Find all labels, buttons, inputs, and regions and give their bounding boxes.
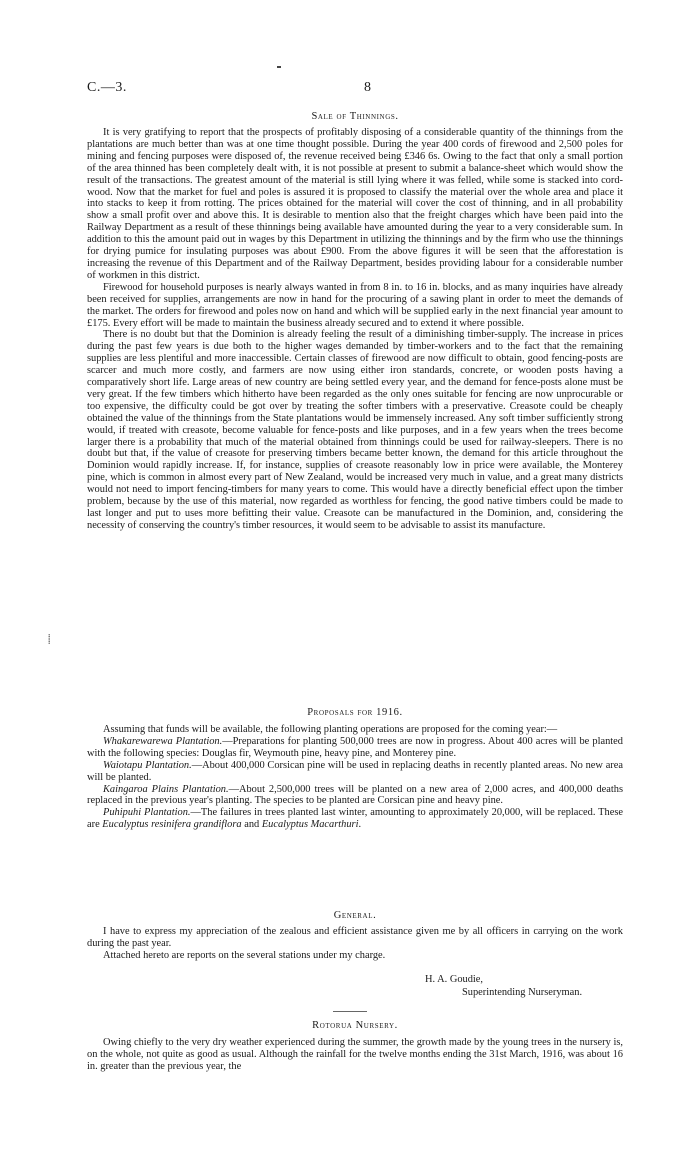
signature-name: H. A. Goudie,	[425, 974, 484, 985]
plantation-item: Puhipuhi Plantation.—The failures in trees planted last winter, amounting to approximately 20,000, will be replaced. These are Eucalyptus resinifera grandiflora and Eucalyptus Macarthuri.	[87, 807, 623, 831]
plantation-name: Whakarewarewa Plantation.	[103, 735, 223, 747]
general-body	[87, 926, 623, 962]
section-heading-rotorua-nursery: Rotorua Nursery.	[312, 1020, 398, 1031]
paragraph: I have to express my appreciation of the zealous and efficient assistance given me by all officers in carrying on the work during the past year.	[87, 926, 623, 949]
plantation-item: Kaingaroa Plains Plantation.—About 2,500,000 trees will be planted on a new area of 2,000 acres, and 400,000 deaths replaced in the previous year's planting. The species to be planted are Corsican pine and heavy pine.	[87, 783, 623, 807]
proposals-body	[87, 724, 623, 831]
signature-title: Superintending Nurseryman.	[462, 987, 583, 998]
paragraph: Owing chiefly to the very dry weather experienced during the summer, the growth made by the young trees in the nursery is, on the whole, not quite as good as usual. Although the rainfall for the twelve months ending the 31st March, 1916, was about 16 in. greater than the previous year, the	[87, 1037, 623, 1072]
plantation-item: Whakarewarewa Plantation.—Preparations for planting 500,000 trees are now in progress. About 400 acres will be planted with the following species: Douglas fir, Weymouth pine, heavy pine, and Monterey pine.	[87, 735, 623, 759]
paragraph: It is very gratifying to report that the prospects of profitably disposing of a considerable quantity of the thinnings from the plantations are much better than was at one time thought possible. During the year 400 cords of firewood and 2,500 poles for mining and fencing purposes were disposed of, the revenue received being £346 6s. Owing to the fact that only a small portion of the area thinned has been completely dealt with, it is not possible at present to submit a balance-sheet which would show the result of the transactions. The greatest amount of the material is still lying where it was felled, while some is stacked into cord-wood. Now that the market for fuel and poles is assured it is proposed to classify the material over the whole area and place it into stacks to keep it from rotting. The prices obtained for the material will cover the cost of thinning, and in all probability show a small profit over and above this. It is desirable to mention also that the freight charges which have been paid into the Railway Department as a result of these thinnings being available have amounted during the year to a very considerable sum. In addition to this the amount paid out in wages by this Department in utilizing the thinnings and by the firm who use the thinnings for drying pumice for insulating purposes was about £900. From the above figures it will be seen that the afforestation is increasing the revenue of this Department and of the Railway Department, besides providing labour for a considerable number of workmen in this district.	[87, 127, 623, 281]
plantation-name: Kaingaroa Plains Plantation.	[103, 783, 229, 795]
paragraph: Assuming that funds will be available, the following planting operations are proposed for the coming year:—	[103, 724, 558, 735]
paragraph: Firewood for household purposes is nearly always wanted in from 8 in. to 16 in. blocks, and as many inquiries have already been received for supplies, arrangements are now in hand for the procuring of a sawing plant in order to meet the demands of the market. The orders for firewood and poles now on hand and which will be supplied early in the next financial year amount to £175. Every effort will be made to maintain the business already secured and to extend it where possible.	[87, 281, 623, 329]
document-reference: C.—3.	[87, 80, 127, 95]
sale-of-thinnings-body	[87, 127, 623, 532]
paragraph: There is no doubt but that the Dominion is already feeling the result of a diminishing timber-supply. The increase in prices during the past few years is due both to the higher wages demanded by timber-workers and to the fact that the remaining supplies are less plentiful and more inaccessible. Certain classes of firewood are now difficult to obtain, good fencing-posts are scarcer and much more costly, and farmers are now using either iron standards, concrete, or wooden posts having a comparatively short life. Large areas of new country are being settled every year, and the demand for fence-posts alone must be very great. If the few timbers which hitherto have been regarded as the only ones suitable for fencing are now unprocurable or too expensive, the difficulty could be got over by treating the softer timbers with a preservative. Creasote could be cheaply obtained the value of the thinnings from the State plantations would be immensely increased. Any soft timber sufficiently strong would, if treated with creasote, become valuable for fence-posts and like purposes, and in a few years when the trees become larger there is a probability that much of the material obtained from thinnings could be used for railway-sleepers. There is no doubt but that, if the value of creasote for preserving timbers became better known, the demand for this article throughout the Dominion would rapidly increase. If, for instance, supplies of creasote reasonably low in price were available, the Monterey pine, which is common in almost every part of New Zealand, would be increased very much in value, and a great many districts would not need to import fencing-timbers for many years to come. This would have a directly beneficial effect upon the timber problem, because by the use of this material, now regarded as worthless for fencing, the good native timbers could be made to last longer and put to uses more befitting their value. Creasote can be manufactured in the Dominion, and, considering the necessity of conserving the country's timber resources, it would seem to be advisable to assist its manufacture.	[87, 329, 623, 531]
page-number: 8	[364, 80, 371, 95]
paragraph: Attached hereto are reports on the several stations under my charge.	[103, 949, 386, 961]
section-heading-sale-of-thinnings: Sale of Thinnings.	[311, 111, 399, 122]
section-heading-general: General.	[333, 910, 377, 921]
section-heading-proposals: Proposals for 1916.	[307, 707, 403, 718]
section-divider	[333, 1011, 367, 1012]
print-mark	[277, 66, 281, 68]
rotorua-body	[87, 1037, 623, 1073]
margin-mark: ⸽	[48, 634, 51, 644]
plantation-name: Puhipuhi Plantation.	[103, 807, 191, 819]
plantation-item: Waiotapu Plantation.—About 400,000 Corsican pine will be used in replacing deaths in recently planted areas. No new area will be planted.	[87, 759, 623, 783]
plantation-name: Waiotapu Plantation.	[103, 759, 192, 771]
